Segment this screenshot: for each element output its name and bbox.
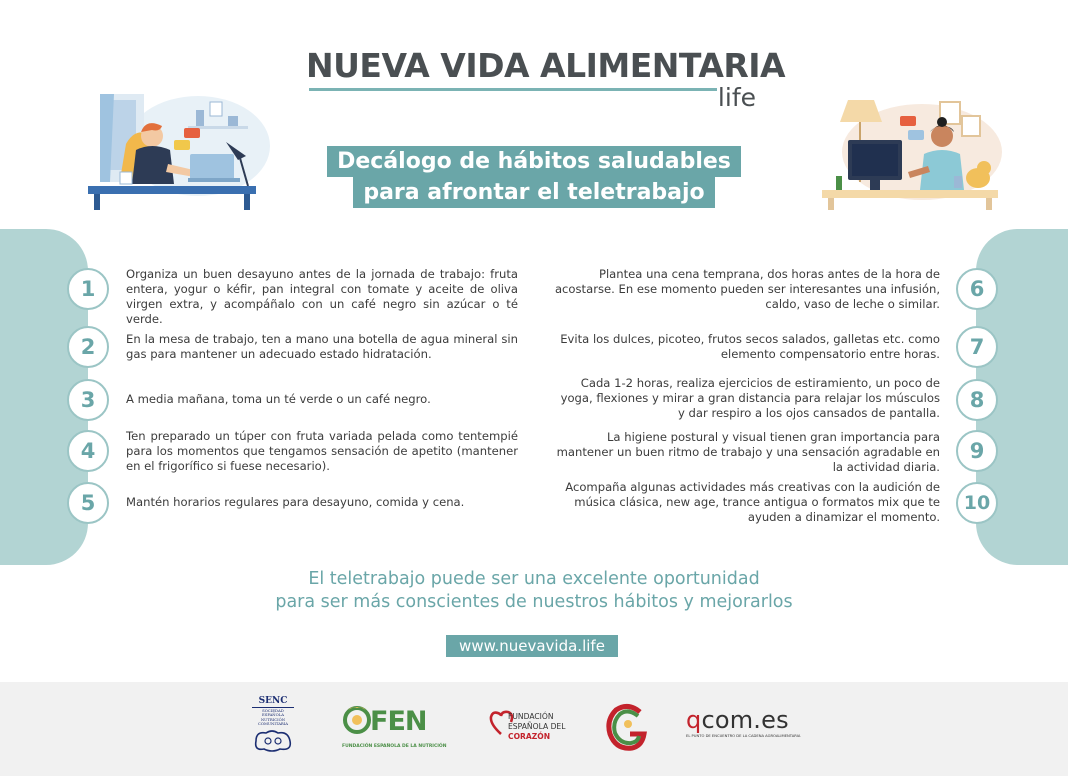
fundacion-corazon-logo xyxy=(488,704,572,754)
qcom-logo-name xyxy=(686,706,818,734)
habit-number-2: 2 xyxy=(67,326,109,368)
fundacion-corazon-text xyxy=(508,712,565,742)
qcom-logo xyxy=(686,706,818,746)
habit-text-5: Mantén horarios regulares para desayuno, comida y cena. xyxy=(126,495,465,509)
man-at-desk-illustration xyxy=(80,88,270,212)
closing-message xyxy=(0,568,1068,614)
page-title: NUEVA VIDA ALIMENTARIA xyxy=(306,46,786,85)
closing-line-1: El teletrabajo puede ser una excelente oportunidad xyxy=(308,569,760,589)
corazon-line-1: FUNDACIÓN xyxy=(508,712,554,721)
g-emblem-logo xyxy=(606,702,648,754)
senc-logo-text xyxy=(252,709,294,727)
corazon-line-2: ESPAÑOLA DEL xyxy=(508,722,566,731)
habit-text-7: Evita los dulces, picoteo, frutos secos salados, galletas etc. como elemento compensatorio entre horas. xyxy=(560,332,940,361)
qcom-logo-subtitle: EL PUNTO DE ENCUENTRO DE LA CADENA AGROALIMENTARIA xyxy=(686,734,801,738)
subtitle-line-1: Decálogo de hábitos saludables xyxy=(327,146,741,177)
fen-logo-subtitle: FUNDACIÓN ESPAÑOLA DE LA NUTRICIÓN xyxy=(342,744,447,749)
senc-emblem-icon xyxy=(252,727,294,753)
closing-line-2: para ser más conscientes de nuestros hábitos y mejorarlos xyxy=(275,592,793,612)
habit-text-3: A media mañana, toma un té verde o un café negro. xyxy=(126,392,431,406)
corazon-line-3: CORAZÓN xyxy=(508,732,551,741)
habit-text-10: Acompaña algunas actividades más creativas con la audición de música clásica, new age, trance antigua o formatos mix que te ayuden a dinamizar el momento. xyxy=(565,480,940,524)
senc-line-3: NUTRICIÓN xyxy=(260,716,286,722)
qcom-logo-q: q xyxy=(686,706,702,734)
habit-text-2: En la mesa de trabajo, ten a mano una botella de agua mineral sin gas para mantener un adecuado estado hidratación. xyxy=(126,332,518,361)
footer-logos xyxy=(0,682,1068,776)
title-suffix: life xyxy=(717,83,756,112)
senc-line-4: COMUNITARIA xyxy=(257,721,289,727)
habit-number-1: 1 xyxy=(67,268,109,310)
senc-line-2: ESPAÑOLA xyxy=(261,712,285,718)
subtitle-line-2: para afrontar el teletrabajo xyxy=(353,177,714,208)
habit-text-6: Plantea una cena temprana, dos horas antes de la hora de acostarse. En ese momento pueden ser interesantes una infusión, caldo, vaso de leche o similar. xyxy=(554,267,940,311)
title-underline xyxy=(309,88,717,91)
habit-number-4: 4 xyxy=(67,430,109,472)
habit-number-8: 8 xyxy=(956,379,998,421)
senc-logo xyxy=(252,696,294,760)
title-block xyxy=(306,46,786,112)
senc-logo-name: SENC xyxy=(252,696,294,708)
habits-band xyxy=(0,229,1068,565)
habit-text-8: Cada 1-2 horas, realiza ejercicios de estiramiento, un poco de yoga, flexiones y mirar a gran distancia para relajar los músculos y dar respiro a los ojos cansados de pantalla. xyxy=(560,376,940,420)
habit-number-5: 5 xyxy=(67,482,109,524)
habit-number-7: 7 xyxy=(956,326,998,368)
senc-line-1: SOCIEDAD xyxy=(262,708,284,713)
fen-leaf-icon xyxy=(342,704,372,740)
woman-at-desk-illustration xyxy=(812,96,1008,210)
habit-number-9: 9 xyxy=(956,430,998,472)
habit-text-9: La higiene postural y visual tienen gran importancia para mantener un buen ritmo de trabajo y una sensación agradable en la actividad diaria. xyxy=(556,430,940,474)
habit-number-10: 10 xyxy=(956,482,998,524)
fen-logo xyxy=(340,704,447,754)
qcom-logo-rest: com.es xyxy=(701,706,789,734)
habit-text-4: Ten preparado un túper con fruta variada pelada como tentempié para los momentos que tengamos sensación de apetito (mantener en el frigorífico si fuese necesario). xyxy=(126,429,518,473)
habit-number-6: 6 xyxy=(956,268,998,310)
habit-text-1: Organiza un buen desayuno antes de la jornada de trabajo: fruta entera, yogur o kéfir, pan integral con tomate y aceite de oliva virgen extra, y acompáñalo con un café negro sin azúcar o té verde. xyxy=(126,267,518,326)
fen-logo-name: FEN xyxy=(370,706,427,737)
habit-number-3: 3 xyxy=(67,379,109,421)
website-link[interactable]: www.nuevavida.life xyxy=(446,635,618,657)
